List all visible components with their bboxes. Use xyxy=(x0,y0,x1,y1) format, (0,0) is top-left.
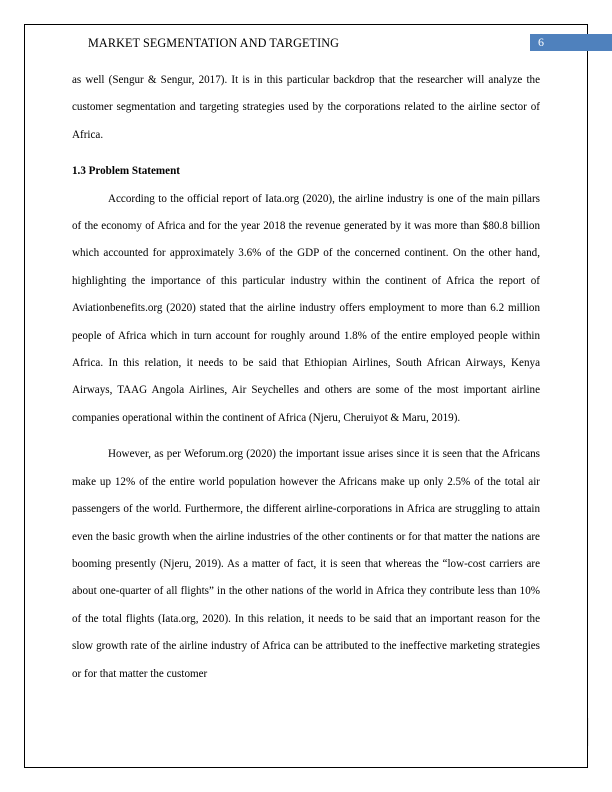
running-head: MARKET SEGMENTATION AND TARGETING xyxy=(88,36,340,50)
paragraph-2: However, as per Weforum.org (2020) the important issue arises since it is seen that the Africans make up 12% of the entire world population however the Africans make up only 2.5% of the total air passengers of the world. Furthermore, the different airline-corporations in Africa are struggling to attain even the basic growth when the airline industries of the other continents or for that matter the nations are booming presently (Njeru, 2019). As a matter of fact, it is seen that whereas the “low-cost carriers are about one-quarter of all flights” in the other nations of the world in Africa they contribute less than 10% of the total flights (Iata.org, 2020). In this relation, it needs to be said that an important reason for the slow growth rate of the airline industry of Africa can be attributed to the ineffective marketing strategies or for that matter the customer xyxy=(72,448,540,680)
page-number: 6 xyxy=(538,35,544,49)
section-heading: 1.3 Problem Statement xyxy=(72,165,180,178)
paragraph-1: According to the official report of Iata.org (2020), the airline industry is one of the main pillars of the economy of Africa and for the year 2018 the revenue generated by it was more than $80.8 billion which accounted for approximately 3.6% of the GDP of the concerned continent. On the other hand, highlighting the importance of this particular industry within the continent of Africa the report of Aviationbenefits.org (2020) stated that the airline industry offers employment to more than 6.2 million people of Africa which in turn account for roughly around 1.8% of the entire employed people within Africa. In this relation, it needs to be said that Ethiopian Airlines, South African Airways, Kenya Airways, TAAG Angola Airlines, Air Seychelles and others are some of the most important airline companies operational within the continent of Africa (Njeru, Cheruiyot & Maru, 2019). xyxy=(72,192,540,424)
body-text xyxy=(72,67,540,688)
corner-mark xyxy=(588,718,599,746)
page-number-tab xyxy=(530,34,612,51)
paragraph-continued: as well (Sengur & Sengur, 2017). It is in this particular backdrop that the researcher will analyze the customer segmentation and targeting strategies used by the corporations related to the airline sector of Africa. xyxy=(72,74,540,141)
